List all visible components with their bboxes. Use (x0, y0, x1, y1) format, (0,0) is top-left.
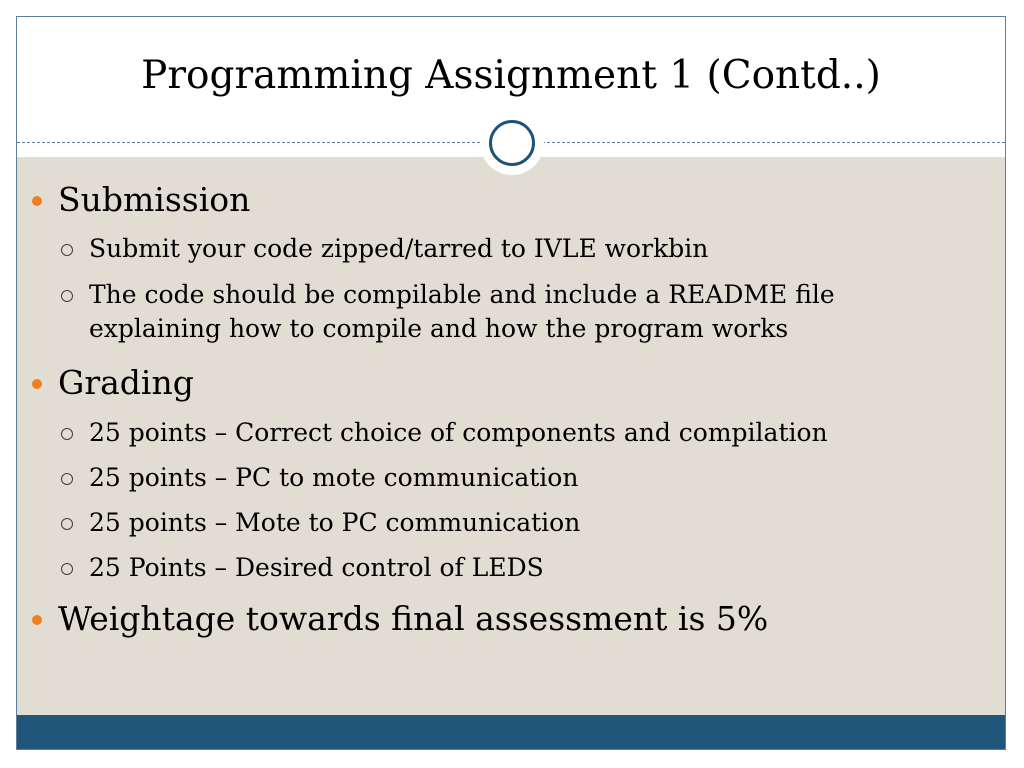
sub-bullet-label: 25 points – Correct choice of components and compilation (89, 418, 828, 447)
circle-bullet-icon (61, 473, 73, 485)
footer-bar (17, 715, 1005, 749)
bullet-dot-icon (32, 615, 42, 625)
circle-bullet-icon (61, 244, 73, 256)
bullet-label: Grading (58, 363, 194, 402)
circle-bullet-icon (61, 290, 73, 302)
circle-bullet-icon (61, 518, 73, 530)
sub-bullet-item (89, 551, 949, 585)
bullet-item-submission (58, 180, 250, 220)
sub-bullet-label: 25 Points – Desired control of LEDS (89, 553, 544, 582)
sub-bullet-label: 25 points – PC to mote communication (89, 463, 579, 492)
slide-title: Programming Assignment 1 (Contd..) (141, 53, 881, 98)
sub-bullet-item (89, 232, 949, 266)
sub-bullet-item (89, 506, 949, 540)
ring-icon (489, 120, 535, 166)
sub-bullet-item (89, 278, 949, 346)
bullet-item-grading (58, 363, 194, 403)
bullet-dot-icon (32, 379, 42, 389)
circle-ornament-icon (480, 111, 544, 175)
sub-bullet-label: 25 points – Mote to PC communication (89, 508, 581, 537)
sub-bullet-label: The code should be compilable and include a README file explaining how to compile and how the program works (89, 280, 835, 343)
bullet-dot-icon (32, 196, 42, 206)
sub-bullet-item (89, 416, 949, 450)
bullet-label: Weightage towards final assessment is 5% (58, 599, 769, 638)
circle-bullet-icon (61, 563, 73, 575)
sub-bullet-label: Submit your code zipped/tarred to IVLE workbin (89, 234, 709, 263)
bullet-item-weightage (58, 599, 768, 639)
circle-bullet-icon (61, 428, 73, 440)
bullet-label: Submission (58, 180, 251, 219)
sub-bullet-item (89, 461, 949, 495)
